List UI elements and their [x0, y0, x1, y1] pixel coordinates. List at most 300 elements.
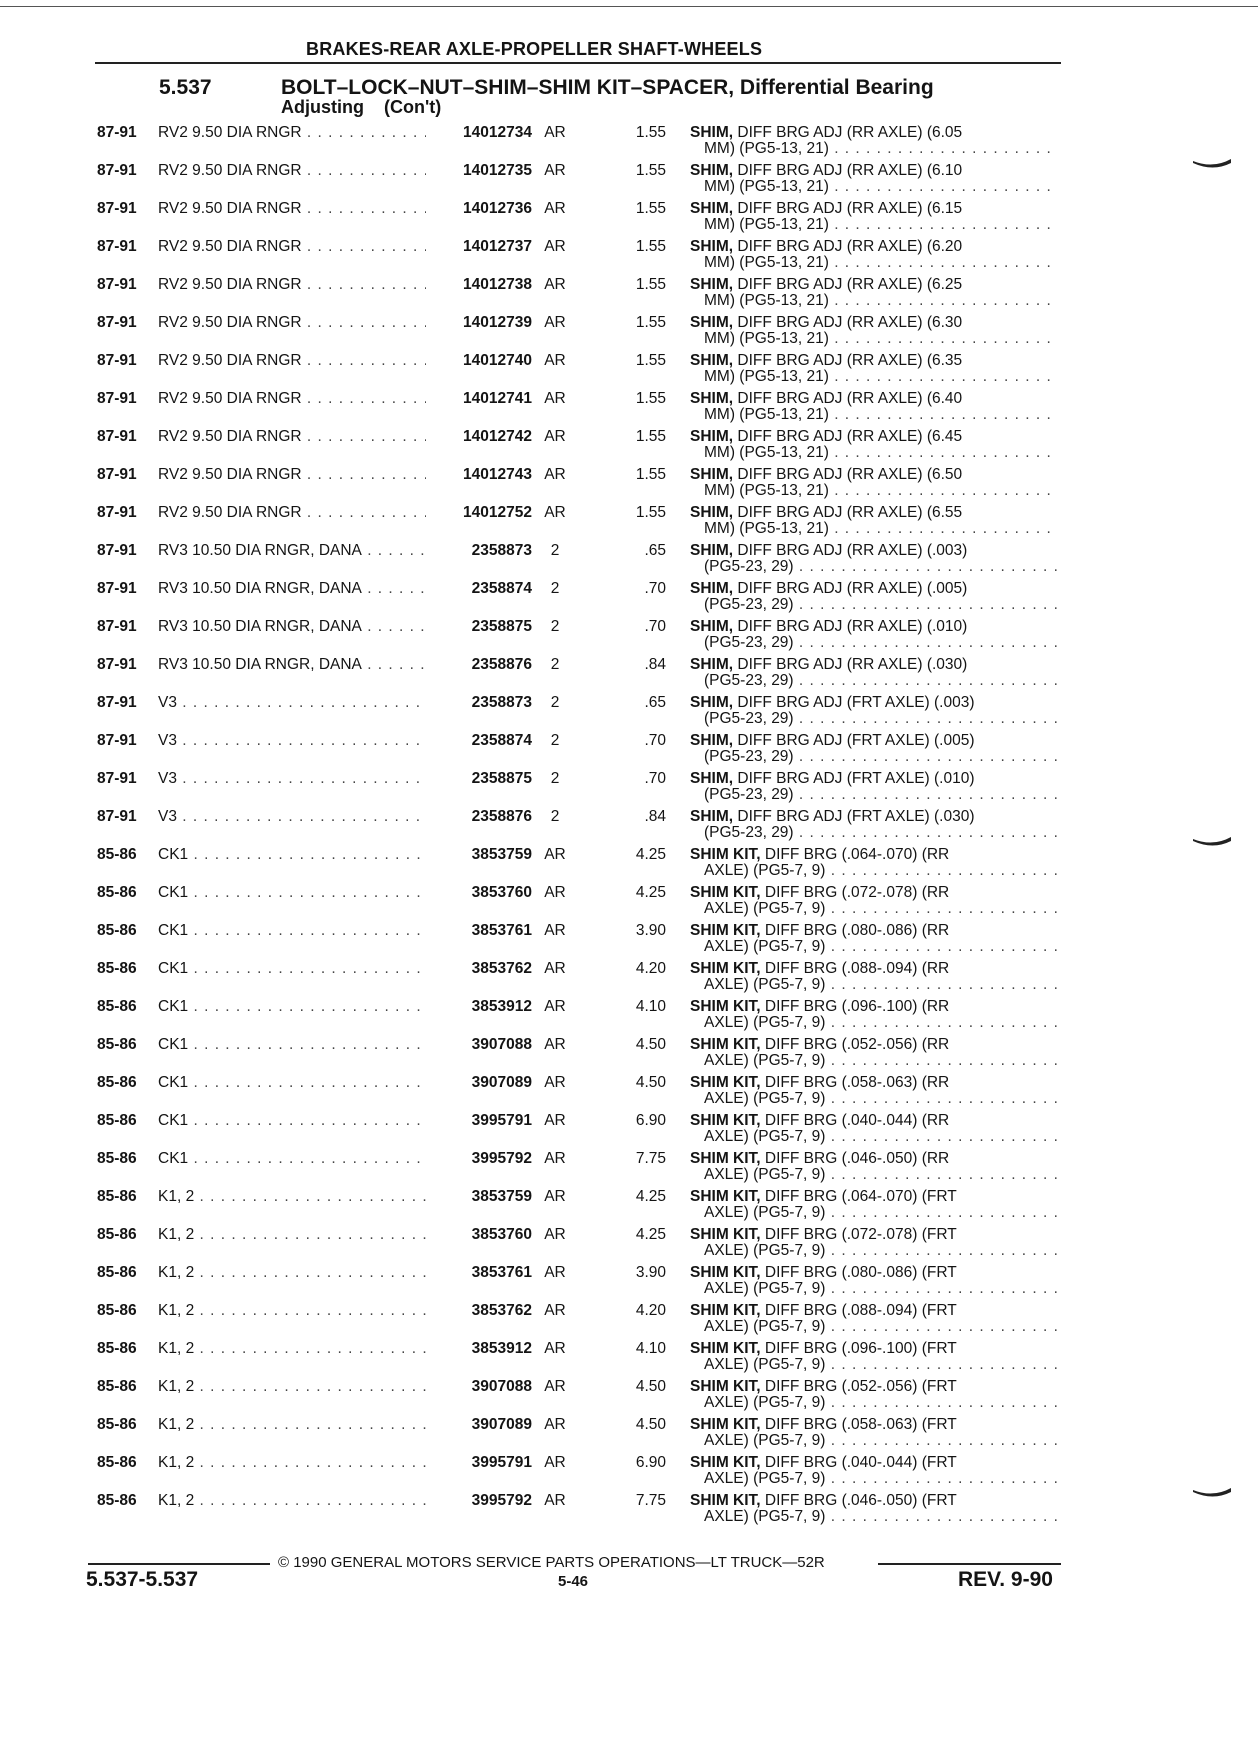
entry-model: V3 . . .: [158, 694, 426, 712]
entry-part-number: 3853759: [471, 1188, 532, 1205]
entry-price: 6.90: [635, 1454, 666, 1471]
entry-description-head: SHIM,: [690, 770, 734, 787]
entry-description-head: SHIM KIT,: [690, 960, 761, 977]
entry-model: RV2 9.50 DIA RNGR . . .: [158, 428, 426, 446]
entry-description-continuation: AXLE) (PG5-7, 9) . . .: [704, 1242, 1058, 1260]
entry-year: 85-86: [97, 1150, 137, 1167]
entry-model: K1, 2 . . .: [158, 1226, 426, 1244]
entry-description-text: DIFF BRG ADJ (FRT AXLE) (.003): [733, 694, 975, 711]
list-item: [0, 466, 1258, 504]
entry-part-number: 2358874: [471, 732, 532, 749]
list-item: [0, 124, 1258, 162]
entry-description-text: DIFF BRG ADJ (FRT AXLE) (.030): [733, 808, 975, 825]
list-item: [0, 998, 1258, 1036]
entry-year: 87-91: [97, 352, 137, 369]
entry-year: 85-86: [97, 1036, 137, 1053]
entry-description-text: DIFF BRG (.052-.056) (RR: [760, 1036, 950, 1053]
entry-part-number: 14012743: [463, 466, 532, 483]
entry-description-text: DIFF BRG (.058-.063) (RR: [760, 1074, 950, 1091]
entry-description-text: DIFF BRG ADJ (FRT AXLE) (.010): [733, 770, 975, 787]
entry-description-head: SHIM,: [690, 732, 734, 749]
entry-price: 4.25: [635, 884, 666, 901]
header-rule: [95, 62, 1061, 64]
entry-part-number: 3907089: [471, 1416, 532, 1433]
entry-price: 1.55: [635, 124, 666, 141]
entry-price: 4.50: [635, 1416, 666, 1433]
entry-description-text: DIFF BRG (.064-.070) (FRT: [760, 1188, 957, 1205]
entry-model: RV2 9.50 DIA RNGR . . .: [158, 162, 426, 180]
entry-model: K1, 2 . . .: [158, 1302, 426, 1320]
entry-description-head: SHIM KIT,: [690, 1112, 761, 1129]
entry-model: CK1 . . .: [158, 1150, 426, 1168]
entry-description-text: DIFF BRG ADJ (RR AXLE) (.003): [733, 542, 968, 559]
entry-price: 4.50: [635, 1074, 666, 1091]
entry-model: K1, 2 . . .: [158, 1378, 426, 1396]
list-item: [0, 1112, 1258, 1150]
entry-description-continuation: AXLE) (PG5-7, 9) . . .: [704, 1166, 1058, 1184]
list-item: [0, 314, 1258, 352]
entry-year: 87-91: [97, 390, 137, 407]
entry-description-head: SHIM KIT,: [690, 1454, 761, 1471]
entry-model: RV3 10.50 DIA RNGR, DANA . . .: [158, 580, 426, 598]
entry-model: RV2 9.50 DIA RNGR . . .: [158, 390, 426, 408]
entry-description-continuation: MM) (PG5-13, 21) . . .: [704, 444, 1058, 462]
entry-part-number: 14012741: [463, 390, 532, 407]
entry-part-number: 3853760: [471, 884, 532, 901]
entry-price: 1.55: [635, 390, 666, 407]
list-item: [0, 808, 1258, 846]
entry-year: 87-91: [97, 770, 137, 787]
entry-description-continuation: AXLE) (PG5-7, 9) . . .: [704, 938, 1058, 956]
entry-quantity: AR: [544, 466, 566, 483]
entry-description-head: SHIM,: [690, 504, 734, 521]
entry-year: 85-86: [97, 1264, 137, 1281]
entry-price: 1.55: [635, 238, 666, 255]
entry-price: 4.25: [635, 1226, 666, 1243]
entry-model: K1, 2 . . .: [158, 1188, 426, 1206]
entry-part-number: 3853761: [471, 922, 532, 939]
entry-model: RV2 9.50 DIA RNGR . . .: [158, 238, 426, 256]
entry-price: 4.10: [635, 998, 666, 1015]
entry-price: 1.55: [635, 276, 666, 293]
entry-year: 85-86: [97, 998, 137, 1015]
entry-model: RV2 9.50 DIA RNGR . . .: [158, 352, 426, 370]
entry-year: 87-91: [97, 276, 137, 293]
entry-description-text: DIFF BRG ADJ (RR AXLE) (6.50: [733, 466, 963, 483]
entry-part-number: 14012752: [463, 504, 532, 521]
entry-quantity: AR: [544, 1036, 566, 1053]
entry-year: 85-86: [97, 1302, 137, 1319]
entry-description-text: DIFF BRG ADJ (RR AXLE) (.010): [733, 618, 968, 635]
entry-price: 6.90: [635, 1112, 666, 1129]
entry-quantity: AR: [544, 162, 566, 179]
entry-description-continuation: MM) (PG5-13, 21) . . .: [704, 330, 1058, 348]
entry-description-continuation: AXLE) (PG5-7, 9) . . .: [704, 1356, 1058, 1374]
page-header: BRAKES-REAR AXLE-PROPELLER SHAFT-WHEELS: [306, 39, 763, 59]
list-item: [0, 504, 1258, 542]
entry-description-continuation: MM) (PG5-13, 21) . . .: [704, 178, 1058, 196]
entry-description-head: SHIM,: [690, 618, 734, 635]
entry-description-head: SHIM,: [690, 466, 734, 483]
entry-year: 87-91: [97, 542, 137, 559]
list-item: [0, 618, 1258, 656]
entry-quantity: AR: [544, 1112, 566, 1129]
entry-description-text: DIFF BRG (.046-.050) (RR: [760, 1150, 950, 1167]
entry-quantity: AR: [544, 504, 566, 521]
list-item: [0, 732, 1258, 770]
entry-description-text: DIFF BRG ADJ (RR AXLE) (6.35: [733, 352, 963, 369]
entry-model: K1, 2 . . .: [158, 1416, 426, 1434]
entry-part-number: 2358876: [471, 656, 532, 673]
entry-part-number: 3995792: [471, 1150, 532, 1167]
entry-part-number: 14012735: [463, 162, 532, 179]
entry-model: V3 . . .: [158, 808, 426, 826]
entry-description-head: SHIM,: [690, 656, 734, 673]
entry-price: 1.55: [635, 428, 666, 445]
entry-part-number: 3853760: [471, 1226, 532, 1243]
entry-year: 85-86: [97, 1340, 137, 1357]
entry-description-text: DIFF BRG ADJ (RR AXLE) (6.10: [733, 162, 963, 179]
entry-description-text: DIFF BRG (.058-.063) (FRT: [760, 1416, 957, 1433]
entry-year: 87-91: [97, 732, 137, 749]
entry-part-number: 3853912: [471, 1340, 532, 1357]
entry-price: 4.50: [635, 1378, 666, 1395]
entry-part-number: 2358875: [471, 770, 532, 787]
entry-part-number: 14012737: [463, 238, 532, 255]
entry-quantity: 2: [550, 618, 560, 635]
entry-description-continuation: AXLE) (PG5-7, 9) . . .: [704, 1204, 1058, 1222]
entry-part-number: 3995792: [471, 1492, 532, 1509]
entry-description-continuation: AXLE) (PG5-7, 9) . . .: [704, 1470, 1058, 1488]
entry-part-number: 3853762: [471, 960, 532, 977]
entry-model: RV2 9.50 DIA RNGR . . .: [158, 200, 426, 218]
entry-description-head: SHIM KIT,: [690, 1416, 761, 1433]
list-item: [0, 1226, 1258, 1264]
entry-description-head: SHIM KIT,: [690, 1378, 761, 1395]
entry-description-continuation: MM) (PG5-13, 21) . . .: [704, 520, 1058, 538]
entry-year: 85-86: [97, 922, 137, 939]
footer-revision: REV. 9-90: [958, 1568, 1053, 1591]
entry-model: CK1 . . .: [158, 922, 426, 940]
entry-quantity: AR: [544, 276, 566, 293]
entry-part-number: 3907089: [471, 1074, 532, 1091]
entry-description-text: DIFF BRG ADJ (RR AXLE) (.005): [733, 580, 968, 597]
list-item: [0, 428, 1258, 466]
entry-price: 4.50: [635, 1036, 666, 1053]
entry-description-head: SHIM,: [690, 808, 734, 825]
entry-description-text: DIFF BRG ADJ (RR AXLE) (.030): [733, 656, 968, 673]
entry-model: CK1 . . .: [158, 884, 426, 902]
entry-description-continuation: AXLE) (PG5-7, 9) . . .: [704, 900, 1058, 918]
entry-part-number: 2358874: [471, 580, 532, 597]
entry-part-number: 2358875: [471, 618, 532, 635]
entry-description-text: DIFF BRG ADJ (RR AXLE) (6.45: [733, 428, 963, 445]
entry-description-head: SHIM KIT,: [690, 1074, 761, 1091]
entry-quantity: AR: [544, 1454, 566, 1471]
entry-year: 85-86: [97, 1454, 137, 1471]
entry-description-continuation: MM) (PG5-13, 21) . . .: [704, 482, 1058, 500]
list-item: [0, 1378, 1258, 1416]
list-item: [0, 694, 1258, 732]
entry-year: 87-91: [97, 238, 137, 255]
entry-description-head: SHIM KIT,: [690, 1302, 761, 1319]
entry-part-number: 3995791: [471, 1454, 532, 1471]
entry-price: 4.20: [635, 1302, 666, 1319]
entry-quantity: 2: [550, 770, 560, 787]
entry-description-head: SHIM KIT,: [690, 846, 761, 863]
list-item: [0, 884, 1258, 922]
list-item: [0, 1036, 1258, 1074]
list-item: [0, 1340, 1258, 1378]
entry-part-number: 14012739: [463, 314, 532, 331]
list-item: [0, 352, 1258, 390]
entry-quantity: AR: [544, 998, 566, 1015]
list-item: [0, 542, 1258, 580]
entry-description-head: SHIM,: [690, 390, 734, 407]
list-item: [0, 580, 1258, 618]
section-number: 5.537: [159, 76, 212, 99]
entry-part-number: 14012740: [463, 352, 532, 369]
entry-description-head: SHIM,: [690, 276, 734, 293]
entry-quantity: AR: [544, 1226, 566, 1243]
top-rule: [0, 6, 1258, 7]
entry-description-head: SHIM,: [690, 314, 734, 331]
entry-year: 87-91: [97, 314, 137, 331]
entry-model: RV2 9.50 DIA RNGR . . .: [158, 276, 426, 294]
entry-quantity: AR: [544, 238, 566, 255]
section-subtitle: Adjusting (Con't): [281, 97, 442, 117]
entry-model: CK1 . . .: [158, 1112, 426, 1130]
list-item: [0, 162, 1258, 200]
entry-model: CK1 . . .: [158, 846, 426, 864]
entry-description-text: DIFF BRG (.072-.078) (RR: [760, 884, 950, 901]
entry-quantity: AR: [544, 1150, 566, 1167]
entry-model: CK1 . . .: [158, 1074, 426, 1092]
entry-quantity: AR: [544, 1302, 566, 1319]
entry-description-text: DIFF BRG ADJ (RR AXLE) (6.40: [733, 390, 963, 407]
entry-price: 1.55: [635, 352, 666, 369]
entry-quantity: 2: [550, 656, 560, 673]
entry-description-text: DIFF BRG (.096-.100) (RR: [760, 998, 950, 1015]
entry-model: RV2 9.50 DIA RNGR . . .: [158, 124, 426, 142]
entry-description-continuation: MM) (PG5-13, 21) . . .: [704, 406, 1058, 424]
binder-hole-mark-top: [1193, 159, 1231, 169]
entry-year: 85-86: [97, 1226, 137, 1243]
entry-description-continuation: AXLE) (PG5-7, 9) . . .: [704, 1014, 1058, 1032]
entry-price: 4.25: [635, 846, 666, 863]
entry-model: CK1 . . .: [158, 998, 426, 1016]
entry-description-text: DIFF BRG (.096-.100) (FRT: [760, 1340, 957, 1357]
entry-price: 3.90: [635, 922, 666, 939]
entry-description-text: DIFF BRG (.072-.078) (FRT: [760, 1226, 957, 1243]
list-item: [0, 1454, 1258, 1492]
entry-quantity: AR: [544, 124, 566, 141]
entry-description-continuation: MM) (PG5-13, 21) . . .: [704, 216, 1058, 234]
footer-section-range: 5.537-5.537: [86, 1568, 199, 1591]
entry-description-continuation: AXLE) (PG5-7, 9) . . .: [704, 1280, 1058, 1298]
entry-description-text: DIFF BRG (.088-.094) (FRT: [760, 1302, 957, 1319]
entry-description-text: DIFF BRG (.052-.056) (FRT: [760, 1378, 957, 1395]
entry-quantity: AR: [544, 200, 566, 217]
footer-rule-right: [878, 1563, 1061, 1565]
list-item: [0, 846, 1258, 884]
entry-price: 1.55: [635, 466, 666, 483]
entry-description-continuation: (PG5-23, 29) . . .: [704, 710, 1058, 728]
entry-quantity: AR: [544, 960, 566, 977]
entry-quantity: AR: [544, 1074, 566, 1091]
entry-description-head: SHIM KIT,: [690, 998, 761, 1015]
entry-year: 85-86: [97, 1112, 137, 1129]
list-item: [0, 1150, 1258, 1188]
footer-page-number: 5-46: [558, 1573, 589, 1590]
entry-year: 87-91: [97, 200, 137, 217]
entry-description-text: DIFF BRG (.088-.094) (RR: [760, 960, 950, 977]
entry-description-head: SHIM,: [690, 238, 734, 255]
entry-quantity: 2: [550, 694, 560, 711]
list-item: [0, 1264, 1258, 1302]
entry-price: .65: [644, 694, 666, 711]
entry-part-number: 3853759: [471, 846, 532, 863]
entry-description-continuation: (PG5-23, 29) . . .: [704, 672, 1058, 690]
entry-price: 3.90: [635, 1264, 666, 1281]
entry-description-head: SHIM,: [690, 542, 734, 559]
entry-description-continuation: AXLE) (PG5-7, 9) . . .: [704, 1052, 1058, 1070]
entry-model: V3 . . .: [158, 770, 426, 788]
entry-quantity: 2: [550, 732, 560, 749]
list-item: [0, 922, 1258, 960]
entry-description-text: DIFF BRG ADJ (RR AXLE) (6.25: [733, 276, 963, 293]
entry-description-head: SHIM KIT,: [690, 1264, 761, 1281]
entry-year: 85-86: [97, 846, 137, 863]
entry-description-text: DIFF BRG ADJ (RR AXLE) (6.20: [733, 238, 963, 255]
list-item: [0, 200, 1258, 238]
entry-model: K1, 2 . . .: [158, 1492, 426, 1510]
entry-description-text: DIFF BRG ADJ (RR AXLE) (6.55: [733, 504, 963, 521]
entry-description-text: DIFF BRG ADJ (FRT AXLE) (.005): [733, 732, 975, 749]
entry-quantity: AR: [544, 390, 566, 407]
entry-model: K1, 2 . . .: [158, 1340, 426, 1358]
entry-price: .70: [644, 732, 666, 749]
entry-description-continuation: (PG5-23, 29) . . .: [704, 634, 1058, 652]
entry-model: K1, 2 . . .: [158, 1454, 426, 1472]
footer-copyright: © 1990 GENERAL MOTORS SERVICE PARTS OPERATIONS—LT TRUCK—52R: [278, 1554, 825, 1571]
entry-description-text: DIFF BRG (.040-.044) (FRT: [760, 1454, 957, 1471]
entry-description-continuation: AXLE) (PG5-7, 9) . . .: [704, 1318, 1058, 1336]
list-item: [0, 1416, 1258, 1454]
entry-description-continuation: (PG5-23, 29) . . .: [704, 748, 1058, 766]
list-item: [0, 276, 1258, 314]
entry-description-continuation: AXLE) (PG5-7, 9) . . .: [704, 1128, 1058, 1146]
entry-model: RV2 9.50 DIA RNGR . . .: [158, 466, 426, 484]
entry-description-head: SHIM KIT,: [690, 1226, 761, 1243]
entry-year: 87-91: [97, 428, 137, 445]
entry-description-continuation: AXLE) (PG5-7, 9) . . .: [704, 862, 1058, 880]
entry-description-continuation: (PG5-23, 29) . . .: [704, 596, 1058, 614]
entry-part-number: 14012736: [463, 200, 532, 217]
entry-price: 1.55: [635, 162, 666, 179]
entry-part-number: 2358873: [471, 542, 532, 559]
entry-part-number: 2358873: [471, 694, 532, 711]
entry-part-number: 2358876: [471, 808, 532, 825]
entry-description-head: SHIM,: [690, 162, 734, 179]
entry-description-continuation: AXLE) (PG5-7, 9) . . .: [704, 1508, 1058, 1526]
entry-description-continuation: MM) (PG5-13, 21) . . .: [704, 368, 1058, 386]
entry-price: .84: [644, 808, 666, 825]
binder-hole-mark-bottom: [1193, 1488, 1231, 1498]
entry-year: 87-91: [97, 656, 137, 673]
entry-year: 87-91: [97, 618, 137, 635]
entry-description-head: SHIM KIT,: [690, 1036, 761, 1053]
entry-part-number: 3853761: [471, 1264, 532, 1281]
entry-description-head: SHIM,: [690, 580, 734, 597]
entry-model: RV3 10.50 DIA RNGR, DANA . . .: [158, 542, 426, 560]
list-item: [0, 238, 1258, 276]
list-item: [0, 390, 1258, 428]
entry-description-head: SHIM KIT,: [690, 922, 761, 939]
entry-description-head: SHIM KIT,: [690, 1340, 761, 1357]
entry-quantity: AR: [544, 1416, 566, 1433]
entry-description-head: SHIM,: [690, 200, 734, 217]
entry-model: CK1 . . .: [158, 1036, 426, 1054]
entry-quantity: 2: [550, 580, 560, 597]
entry-year: 85-86: [97, 1492, 137, 1509]
entry-model: RV3 10.50 DIA RNGR, DANA . . .: [158, 656, 426, 674]
footer-rule-left: [88, 1563, 270, 1565]
entry-price: 7.75: [635, 1492, 666, 1509]
entry-description-continuation: AXLE) (PG5-7, 9) . . .: [704, 976, 1058, 994]
entry-year: 87-91: [97, 808, 137, 825]
entry-description-text: DIFF BRG (.080-.086) (RR: [760, 922, 950, 939]
entry-part-number: 14012734: [463, 124, 532, 141]
section-title: BOLT–LOCK–NUT–SHIM–SHIM KIT–SPACER, Differential Bearing: [281, 76, 934, 99]
entry-description-continuation: (PG5-23, 29) . . .: [704, 824, 1058, 842]
entry-description-continuation: MM) (PG5-13, 21) . . .: [704, 254, 1058, 272]
entry-description-head: SHIM KIT,: [690, 1150, 761, 1167]
entry-quantity: AR: [544, 922, 566, 939]
entry-model: RV2 9.50 DIA RNGR . . .: [158, 314, 426, 332]
entry-quantity: AR: [544, 884, 566, 901]
entry-part-number: 3907088: [471, 1036, 532, 1053]
entry-year: 85-86: [97, 960, 137, 977]
entry-description-head: SHIM KIT,: [690, 884, 761, 901]
list-item: [0, 1188, 1258, 1226]
entry-price: .70: [644, 618, 666, 635]
entry-description-text: DIFF BRG (.040-.044) (RR: [760, 1112, 950, 1129]
entry-part-number: 3907088: [471, 1378, 532, 1395]
entry-year: 85-86: [97, 1074, 137, 1091]
entry-part-number: 3853912: [471, 998, 532, 1015]
entry-part-number: 3995791: [471, 1112, 532, 1129]
entry-quantity: AR: [544, 1264, 566, 1281]
entry-description-text: DIFF BRG ADJ (RR AXLE) (6.05: [733, 124, 963, 141]
list-item: [0, 1074, 1258, 1112]
list-item: [0, 1302, 1258, 1340]
entry-description-text: DIFF BRG (.080-.086) (FRT: [760, 1264, 957, 1281]
binder-hole-mark-middle: [1193, 837, 1231, 847]
entry-quantity: AR: [544, 314, 566, 331]
entry-description-head: SHIM,: [690, 124, 734, 141]
entry-quantity: AR: [544, 428, 566, 445]
entry-year: 87-91: [97, 694, 137, 711]
entry-description-head: SHIM,: [690, 694, 734, 711]
entry-price: .84: [644, 656, 666, 673]
entry-description-text: DIFF BRG (.064-.070) (RR: [760, 846, 950, 863]
entry-description-continuation: MM) (PG5-13, 21) . . .: [704, 140, 1058, 158]
entry-part-number: 14012738: [463, 276, 532, 293]
entry-model: RV2 9.50 DIA RNGR . . .: [158, 504, 426, 522]
entry-quantity: AR: [544, 1492, 566, 1509]
entry-price: .65: [644, 542, 666, 559]
